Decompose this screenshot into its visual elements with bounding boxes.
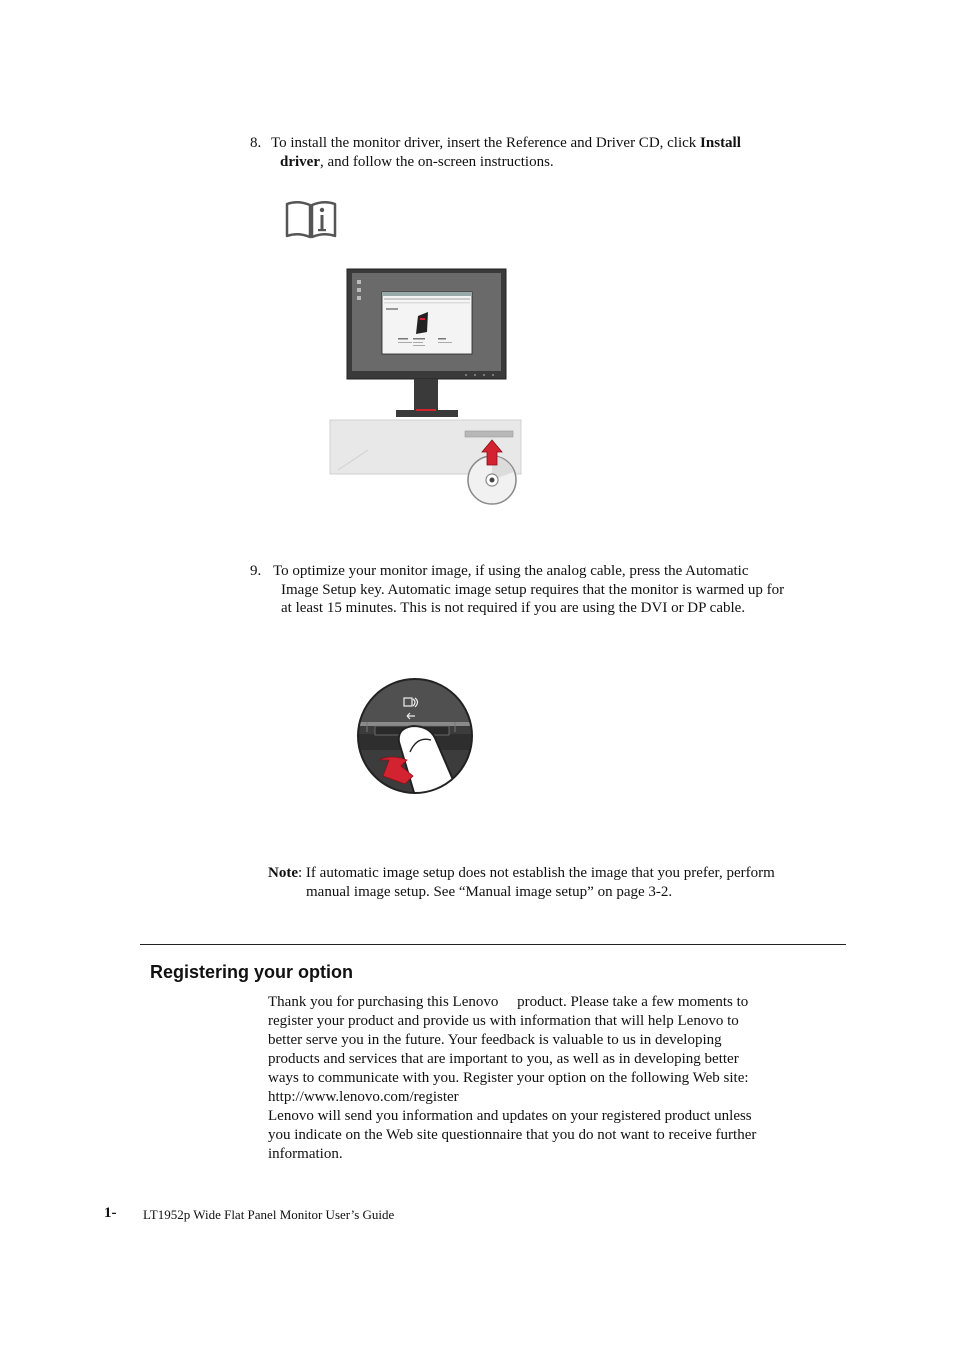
step-9-line-2: Image Setup key. Automatic image setup requires that the monitor is warmed up for bbox=[281, 582, 785, 598]
step-9-number: 9. bbox=[250, 563, 262, 579]
para1-line-1: Thank you for purchasing this Lenovo product. Please take a few moments to bbox=[268, 994, 749, 1010]
cd-drive-slot bbox=[465, 431, 513, 437]
step-8-number: 8. bbox=[250, 135, 262, 151]
monitor-stand-neck bbox=[414, 379, 438, 411]
step-9-line-1: To optimize your monitor image, if using the analog cable, press the Automatic bbox=[273, 563, 749, 579]
para1-line-3: better serve you in the future. Your feedback is valuable to us in developing bbox=[268, 1032, 722, 1048]
registration-paragraph bbox=[268, 993, 838, 1164]
monitor-cd-illustration bbox=[328, 268, 524, 508]
para2-line-1: Lenovo will send you information and updates on your registered product unless bbox=[268, 1108, 752, 1124]
section-heading: Registering your option bbox=[150, 962, 354, 982]
step-8-bold-install: Install bbox=[700, 135, 741, 151]
section-divider bbox=[140, 944, 846, 945]
para2-line-2: you indicate on the Web site questionnaire that you do not want to receive further bbox=[268, 1127, 757, 1143]
step-8-line-2 bbox=[280, 153, 554, 172]
auto-setup-button-illustration bbox=[355, 676, 475, 796]
footer-page-number: 1- bbox=[104, 1205, 117, 1221]
para2-line-3: information. bbox=[268, 1146, 343, 1162]
note bbox=[268, 864, 868, 904]
step-8-bold-driver: driver bbox=[280, 154, 320, 170]
note-line-2: manual image setup. See “Manual image setup” on page 3-2. bbox=[306, 884, 673, 900]
footer-title: LT1952p Wide Flat Panel Monitor User’s Guide bbox=[143, 1207, 395, 1222]
step-9-line-3: at least 15 minutes. This is not required if you are using the DVI or DP cable. bbox=[281, 600, 746, 616]
step-8-text-after: , and follow the on-screen instructions. bbox=[319, 154, 554, 170]
para1-line-5: ways to communicate with you. Register your option on the following Web site: bbox=[268, 1070, 749, 1086]
step-8-text-before: To install the monitor driver, insert the Reference and Driver CD, click bbox=[271, 135, 701, 151]
register-url-link[interactable]: http://www.lenovo.com/register bbox=[268, 1089, 459, 1105]
step-8 bbox=[250, 134, 850, 174]
note-line-1 bbox=[268, 864, 868, 883]
para1-line-2: register your product and provide us with information that will help Lenovo to bbox=[268, 1013, 739, 1029]
note-text-1: : If automatic image setup does not establish the image that you prefer, perform bbox=[298, 865, 775, 881]
monitor-stand-base bbox=[396, 410, 458, 417]
para1-line-4: products and services that are important to you, as well as in developing better bbox=[268, 1051, 739, 1067]
info-book-icon bbox=[284, 198, 338, 240]
step-8-line-1 bbox=[271, 134, 741, 153]
note-label: Note bbox=[268, 865, 298, 881]
step-9 bbox=[250, 562, 870, 622]
